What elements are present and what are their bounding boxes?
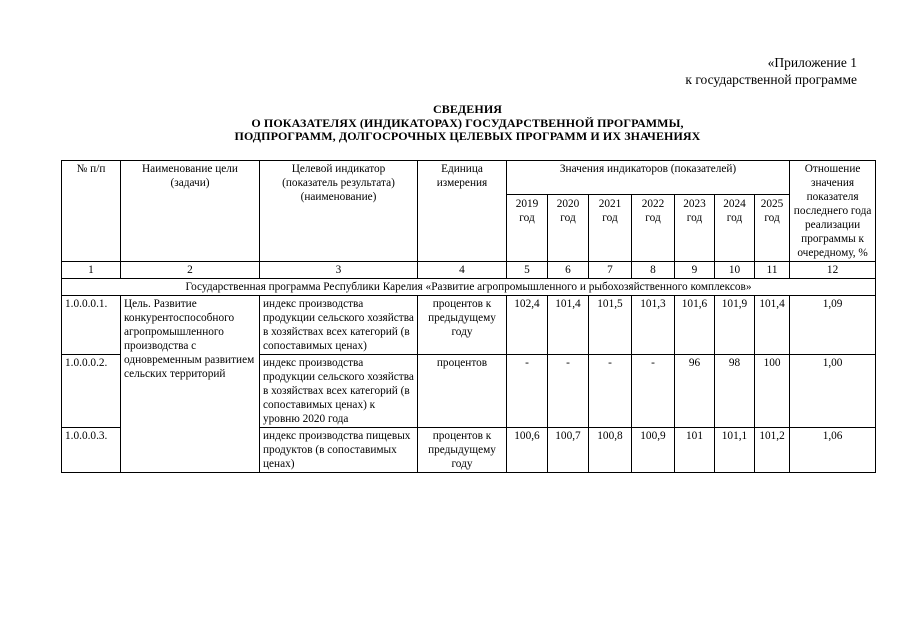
row-value: 101,1 xyxy=(715,428,755,473)
row-ratio: 1,06 xyxy=(790,428,876,473)
goal-cell: Цель. Развитие конкурентоспособного агропромышленного производства с одновременным развитием сельских территорий xyxy=(121,296,260,473)
col-number: 8 xyxy=(632,262,675,279)
col-number: 4 xyxy=(418,262,507,279)
row-value: 101 xyxy=(675,428,715,473)
row-value: - xyxy=(507,355,548,428)
row-value: 100,8 xyxy=(589,428,632,473)
header-values: Значения индикаторов (показателей) xyxy=(507,161,790,195)
header-goal: Наименование цели (задачи) xyxy=(121,161,260,262)
table-row xyxy=(62,296,876,355)
row-unit: процентов к предыдущему году xyxy=(418,296,507,355)
col-number: 10 xyxy=(715,262,755,279)
appendix-line-2: к государственной программе xyxy=(685,72,857,87)
row-value: 100,9 xyxy=(632,428,675,473)
row-value: 101,6 xyxy=(675,296,715,355)
col-number: 11 xyxy=(755,262,790,279)
header-num: № п/п xyxy=(62,161,121,262)
row-value: 101,4 xyxy=(755,296,790,355)
row-ratio: 1,00 xyxy=(790,355,876,428)
row-num: 1.0.0.0.3. xyxy=(62,428,121,473)
row-value: 100,6 xyxy=(507,428,548,473)
row-indicator: индекс производства пищевых продуктов (в сопоставимых ценах) xyxy=(260,428,418,473)
header-year: 2021 год xyxy=(589,195,632,262)
header-year: 2023 год xyxy=(675,195,715,262)
row-unit: процентов xyxy=(418,355,507,428)
indicators-table xyxy=(61,160,876,473)
col-number: 5 xyxy=(507,262,548,279)
col-number: 6 xyxy=(548,262,589,279)
header-indicator: Целевой индикатор (показатель результата) (наименование) xyxy=(260,161,418,262)
column-number-row xyxy=(62,262,876,279)
col-number: 7 xyxy=(589,262,632,279)
row-value: 101,4 xyxy=(548,296,589,355)
col-number: 3 xyxy=(260,262,418,279)
row-value: 100,7 xyxy=(548,428,589,473)
heading-line-2: О ПОКАЗАТЕЛЯХ (ИНДИКАТОРАХ) ГОСУДАРСТВЕННОЙ ПРОГРАММЫ, xyxy=(251,115,684,130)
header-year: 2020 год xyxy=(548,195,589,262)
row-value: - xyxy=(589,355,632,428)
row-value: 101,5 xyxy=(589,296,632,355)
header-year: 2022 год xyxy=(632,195,675,262)
header-ratio: Отношение значения показателя последнего года реализации программы к очередному, % xyxy=(790,161,876,262)
row-ratio: 1,09 xyxy=(790,296,876,355)
col-number: 2 xyxy=(121,262,260,279)
document-heading xyxy=(60,103,875,144)
col-number: 12 xyxy=(790,262,876,279)
header-unit: Единица измерения xyxy=(418,161,507,262)
header-year: 2019 год xyxy=(507,195,548,262)
heading-line-3: ПОДПРОГРАММ, ДОЛГОСРОЧНЫХ ЦЕЛЕВЫХ ПРОГРАММ И ИХ ЗНАЧЕНИЯХ xyxy=(234,129,701,143)
row-indicator: индекс производства продукции сельского хозяйства в хозяйствах всех категорий (в сопоставимых ценах) к уровню 2020 года xyxy=(260,355,418,428)
row-value: 98 xyxy=(715,355,755,428)
header-year: 2025 год xyxy=(755,195,790,262)
row-value: 101,3 xyxy=(632,296,675,355)
row-indicator: индекс производства продукции сельского хозяйства в хозяйствах всех категорий (в сопоставимых ценах) xyxy=(260,296,418,355)
row-num: 1.0.0.0.2. xyxy=(62,355,121,428)
row-value: 96 xyxy=(675,355,715,428)
row-value: - xyxy=(548,355,589,428)
row-value: 101,9 xyxy=(715,296,755,355)
appendix-line-1: «Приложение 1 xyxy=(767,55,857,70)
program-title-row xyxy=(62,279,876,296)
row-value: 102,4 xyxy=(507,296,548,355)
col-number: 9 xyxy=(675,262,715,279)
program-title: Государственная программа Республики Карелия «Развитие агропромышленного и рыбохозяйственного комплексов» xyxy=(62,279,876,296)
row-value: 101,2 xyxy=(755,428,790,473)
heading-line-1: СВЕДЕНИЯ xyxy=(432,102,503,116)
col-number: 1 xyxy=(62,262,121,279)
header-row-1 xyxy=(62,161,876,195)
row-unit: процентов к предыдущему году xyxy=(418,428,507,473)
appendix-note xyxy=(597,54,857,88)
row-value: 100 xyxy=(755,355,790,428)
row-value: - xyxy=(632,355,675,428)
row-num: 1.0.0.0.1. xyxy=(62,296,121,355)
header-year: 2024 год xyxy=(715,195,755,262)
